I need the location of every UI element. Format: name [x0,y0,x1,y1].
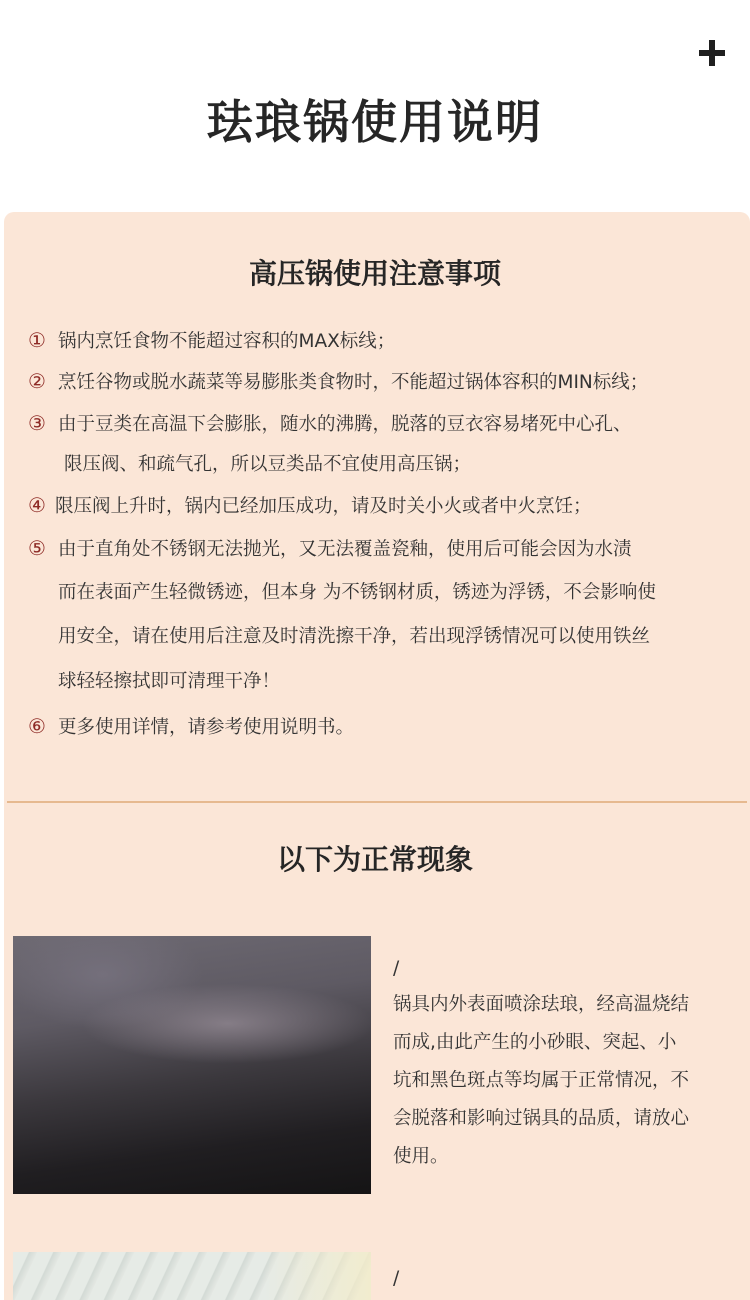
normal-item-1 [393,952,733,1176]
item-text-line: 而成,由此产生的小砂眼、突起、小 [393,1032,677,1053]
note-3 [28,403,738,444]
section-divider [7,801,747,803]
note-text: 更多使用详情，请参考使用说明书。 [58,717,355,739]
note-4 [28,485,738,526]
normal-phenomena-heading: 以下为正常现象 [276,843,473,876]
note-text: 由于豆类在高温下会膨胀，随水的沸腾，脱落的豆衣容易堵死中心孔、 [58,413,632,435]
note-number: ② [28,369,46,394]
note-1 [28,320,738,361]
note-number: ⑥ [28,714,46,739]
note-text: 烹饪谷物或脱水蔬菜等易膨胀类食物时，不能超过锅体容积的MIN标线； [58,372,649,394]
item-slash: / [393,958,400,979]
enamel-crackle-photo [13,1252,371,1300]
note-5-continued: 用安全，请在使用后注意及时清洗擦干净，若出现浮锈情况可以使用铁丝 [58,626,651,648]
note-text: 锅内烹饪食物不能超过容积的MAX标线； [58,331,396,352]
note-6 [28,704,738,749]
item-text-line: 使用。 [393,1146,449,1167]
pressure-cooker-heading: 高压锅使用注意事项 [248,257,501,290]
item-slash: / [393,1268,400,1289]
note-number: ① [28,328,46,352]
enamel-surface-photo [13,936,371,1194]
note-number: ④ [28,493,46,518]
note-number: ③ [28,410,46,435]
normal-item-2 [393,1262,733,1296]
plus-icon[interactable] [699,40,725,66]
pressure-notes-list [28,320,738,749]
note-3-continued: 限压阀、和疏气孔，所以豆类品不宜使用高压锅； [64,453,472,475]
note-5 [28,526,738,571]
item-text-line: 锅具内外表面喷涂珐琅，经高温烧结 [393,994,690,1015]
note-2 [28,361,738,402]
note-text: 限压阀上升时，锅内已经加压成功，请及时关小火或者中火烹饪； [55,496,592,518]
note-number: ⑤ [28,536,46,561]
item-text-line: 会脱落和影响过锅具的品质，请放心 [393,1108,690,1129]
item-text-line: 坑和黑色斑点等均属于正常情况，不 [393,1070,690,1091]
note-text: 由于直角处不锈钢无法抛光，又无法覆盖瓷釉，使用后可能会因为水渍 [58,539,632,561]
note-5-continued: 球轻轻擦拭即可清理干净！ [58,670,281,692]
page-title: 珐琅锅使用说明 [207,95,543,149]
note-5-continued: 而在表面产生轻微锈迹，但本身 为不锈钢材质，锈迹为浮锈，不会影响使 [58,581,656,603]
